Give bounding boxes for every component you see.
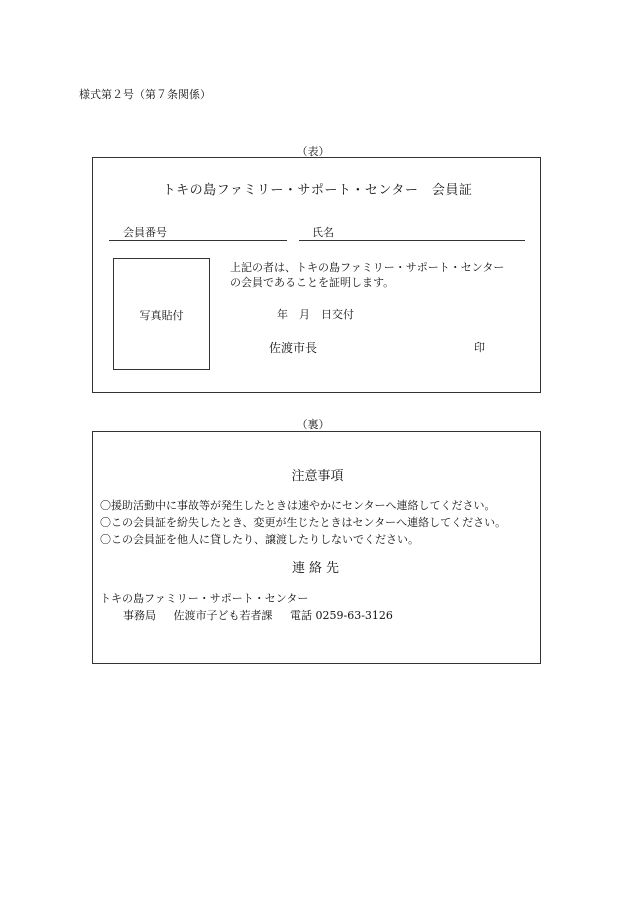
note-item: 〇この会員証を紛失したとき、変更が生じたときはセンターへ連絡してください。 (100, 516, 507, 529)
membership-card-front (92, 157, 541, 393)
seal-mark: 印 (474, 341, 485, 354)
contact-office: 事務局 (123, 609, 156, 622)
notes-list (100, 497, 506, 548)
certification-text (230, 260, 504, 290)
card-title: トキの島ファミリー・サポート・センター 会員証 (162, 183, 473, 198)
issuer: 佐渡市長 (269, 341, 318, 355)
back-side-label: （裏） (296, 418, 330, 431)
photo-label: 写真貼付 (139, 309, 184, 322)
certification-line-2: の会員であることを証明します。 (230, 276, 395, 289)
issue-date: 年 月 日交付 (277, 308, 354, 321)
notes-heading: 注意事項 (291, 469, 344, 484)
contact-department: 佐渡市子ども若者課 (173, 609, 273, 622)
contact-organization: トキの島ファミリー・サポート・センター (100, 592, 309, 605)
name-label: 氏名 (312, 226, 334, 239)
certification-line-1: 上記の者は、トキの島ファミリー・サポート・センター (230, 261, 505, 274)
contact-details (123, 607, 407, 623)
contact-phone: 電話 0259-63-3126 (290, 609, 393, 622)
contact-heading: 連絡先 (291, 561, 343, 576)
form-number: 様式第２号（第７条関係） (79, 88, 211, 101)
membership-card-back (92, 431, 541, 664)
note-item: 〇援助活動中に事故等が発生したときは速やかにセンターへ連絡してください。 (100, 499, 496, 512)
member-number-label: 会員番号 (123, 226, 167, 239)
note-item: 〇この会員証を他人に貸したり、譲渡したりしないでください。 (100, 533, 419, 546)
member-number-field (109, 222, 287, 241)
photo-box (113, 258, 210, 370)
front-side-label: （表） (296, 145, 330, 158)
name-field (299, 222, 525, 241)
